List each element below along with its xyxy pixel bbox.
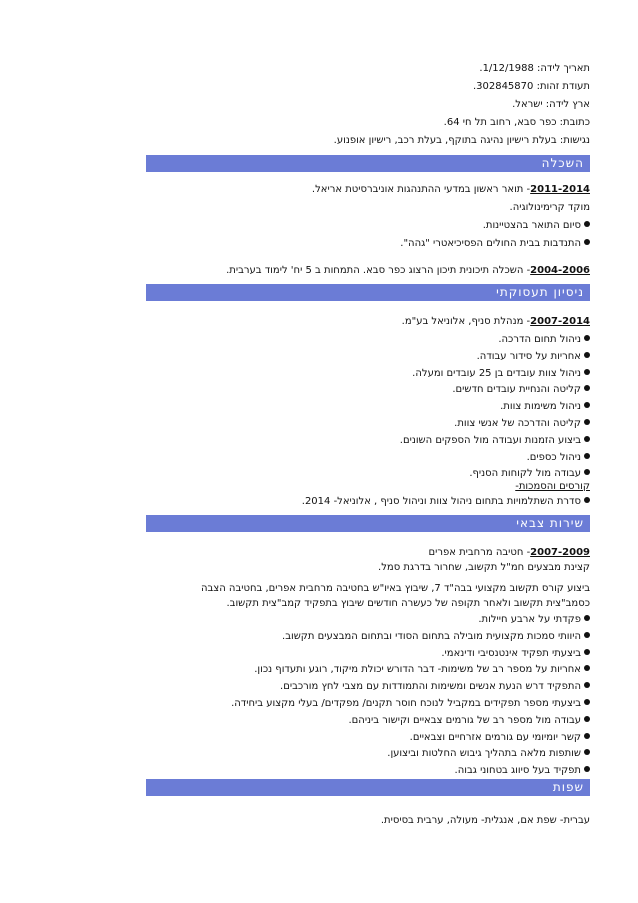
bullet-text: עבודה מול לקוחות הסניף. [469,468,581,480]
list-item [527,452,590,464]
bullet-text: היוותי סמכות מקצועית מובילה בתחום הסודי ובתחום המבצעים תקשוב. [282,630,581,642]
bullet-icon [584,239,590,245]
list-item [410,732,590,744]
bullet-text: ביצעתי תפקיד אינטנסיבי ודינאמי. [441,647,581,659]
education-entry-1 [312,184,590,196]
bullet-icon [584,699,590,705]
bullet-icon [584,615,590,621]
bullet-icon [584,632,590,638]
languages-heading-bar [146,779,590,796]
bullet-text: סיום התואר בהצטיינות. [482,220,581,231]
experience-entry [402,316,590,328]
bullet-text: התפקיד דרש הנעת אנשים ומשימות והתמודדות עם מצבי לחץ מורכבים. [280,681,581,693]
bullet-icon [584,469,590,475]
military-heading-bar [146,515,590,532]
id-number: תעודת זהות: 302845870. [472,81,590,92]
list-item [254,664,590,676]
bullet-text: סדרת השתלמויות בתחום ניהול צוות וניהול סניף , אלוניאל- 2014. [301,496,581,507]
list-item [452,384,590,396]
courses-heading: קורסים והסמכות- [515,481,590,492]
list-item [498,334,590,346]
education-2-date: 2004-2006 [530,265,590,276]
list-item [282,631,590,643]
bullet-text: ניהול משימות צוות. [500,401,581,413]
military-date: 2007-2009 [530,547,590,558]
bullet-icon [584,385,590,391]
education-heading: השכלה [541,156,584,170]
list-item [348,715,590,727]
bullet-text: תפקיד בעל סיווג בטחוני גבוה. [454,765,581,777]
birth-country: ארץ לידה: ישראל. [512,99,590,110]
list-item [477,351,590,363]
bullet-icon [584,716,590,722]
education-2-text: - השכלה תיכונית תיכון הרצוג כפר סבא. התמחות ב 5 יח' לימוד בערבית. [226,265,531,276]
list-item [500,401,590,413]
bullet-text: קליטה והנחיית עובדים חדשים. [452,384,581,396]
experience-title: - מנהלת סניף, אלוניאל בע"מ. [401,316,531,327]
experience-heading-bar [146,284,590,301]
bullet-icon [584,335,590,341]
list-item [400,435,590,447]
bullet-text: אחריות על סידור עבודה. [476,350,581,362]
bullet-text: שותפות מלאה בתהליך גיבוש החלטות וביצוען. [387,748,581,760]
bullet-text: קליטה והדרכה של אנשי צוות. [454,418,581,429]
list-item [280,681,590,693]
education-entry-2 [226,265,590,277]
bullet-text: ניהול תחום הדרכה. [498,334,581,345]
military-paragraph-2: כסמב"צית תקשוב ולאחר תקופה של כעשרה חודשים שיבוץ בתפקיד קמב"צית תקשוב. [226,598,590,609]
education-1-subtitle: מוקד קרימינולוגיה. [509,202,590,213]
education-heading-bar [146,155,590,172]
bullet-icon [584,402,590,408]
bullet-icon [584,733,590,739]
bullet-text: ניהול כספים. [526,451,581,463]
accessibility: נגישות: בעלת רישיון נהיגה בתוקף, בעלת רכב, רישיון אופנוע. [333,135,590,146]
list-item [387,748,590,760]
list-item [441,648,590,660]
bullet-icon [584,649,590,655]
bullet-icon [584,369,590,375]
bullet-icon [584,453,590,459]
list-item [455,765,590,777]
bullet-text: ביצעתי מספר תפקידים במקביל לנוכח חוסר תקנים/ מפקדים/ בעלי מקצוע ביחידה. [231,698,581,709]
bullet-text: עבודה מול מספר רב של גורמים צבאיים וקישור ביניהם. [348,714,581,726]
languages-text: עברית- שפת אם, אנגלית- מעולה, ערבית בסיסית. [380,815,590,826]
bullet-text: אחריות על מספר רב של משימות- דבר הדורש יכולת מיקוד, רוגע ותעדוף נכון. [254,664,581,676]
military-entry [428,547,590,559]
military-heading: שירות צבאי [516,516,584,530]
bullet-icon [584,665,590,671]
military-paragraph-1: ביצוע קורס תקשוב מקצועי בבה"ד 7, שיבוץ באיו"ש בחטיבה מרחבית אפרים, בחטיבה הצבה [200,583,590,594]
birth-date: תאריך לידה: 1/12/1988. [479,63,590,74]
address: כתובת: כפר סבא, רחוב תל חי 64. [443,117,590,128]
bullet-icon [584,221,590,227]
list-item [412,368,590,380]
bullet-icon [584,749,590,755]
education-1-bullet [483,220,590,232]
education-1-bullet [400,238,590,250]
education-1-date: 2011-2014 [530,184,590,195]
bullet-icon [584,766,590,772]
military-subtitle: קצינת מבצעים חמ"ל תקשוב, שחרור בדרגת סמל. [378,562,590,573]
bullet-icon [584,352,590,358]
languages-heading: שפות [552,780,584,794]
bullet-text: פקדתי על ארבע חיילות. [478,614,581,625]
list-item [231,698,590,710]
bullet-icon [584,436,590,442]
bullet-icon [584,497,590,503]
bullet-text: קשר יומיומי עם גורמים אזרחיים וצבאיים. [409,731,581,743]
experience-heading: ניסיון תעסוקתי [496,285,584,299]
bullet-icon [584,682,590,688]
bullet-text: ביצוע הזמנות ועבודה מול הספקים השונים. [399,434,581,446]
list-item [454,418,590,430]
bullet-text: ניהול צוות עובדים בן 25 עובדים ומעלה. [412,367,581,379]
bullet-icon [584,419,590,425]
military-title: - חטיבה מרחבית אפרים [428,547,531,558]
experience-date: 2007-2014 [530,316,590,327]
list-item [469,468,590,480]
education-1-text: - תואר ראשון במדעי ההתנהגות אוניברסיטת אריאל. [311,184,531,195]
list-item [478,614,590,626]
courses-item [302,496,590,508]
bullet-text: התנדבות בבית החולים הפסיכיאטרי "גהה". [400,238,581,249]
